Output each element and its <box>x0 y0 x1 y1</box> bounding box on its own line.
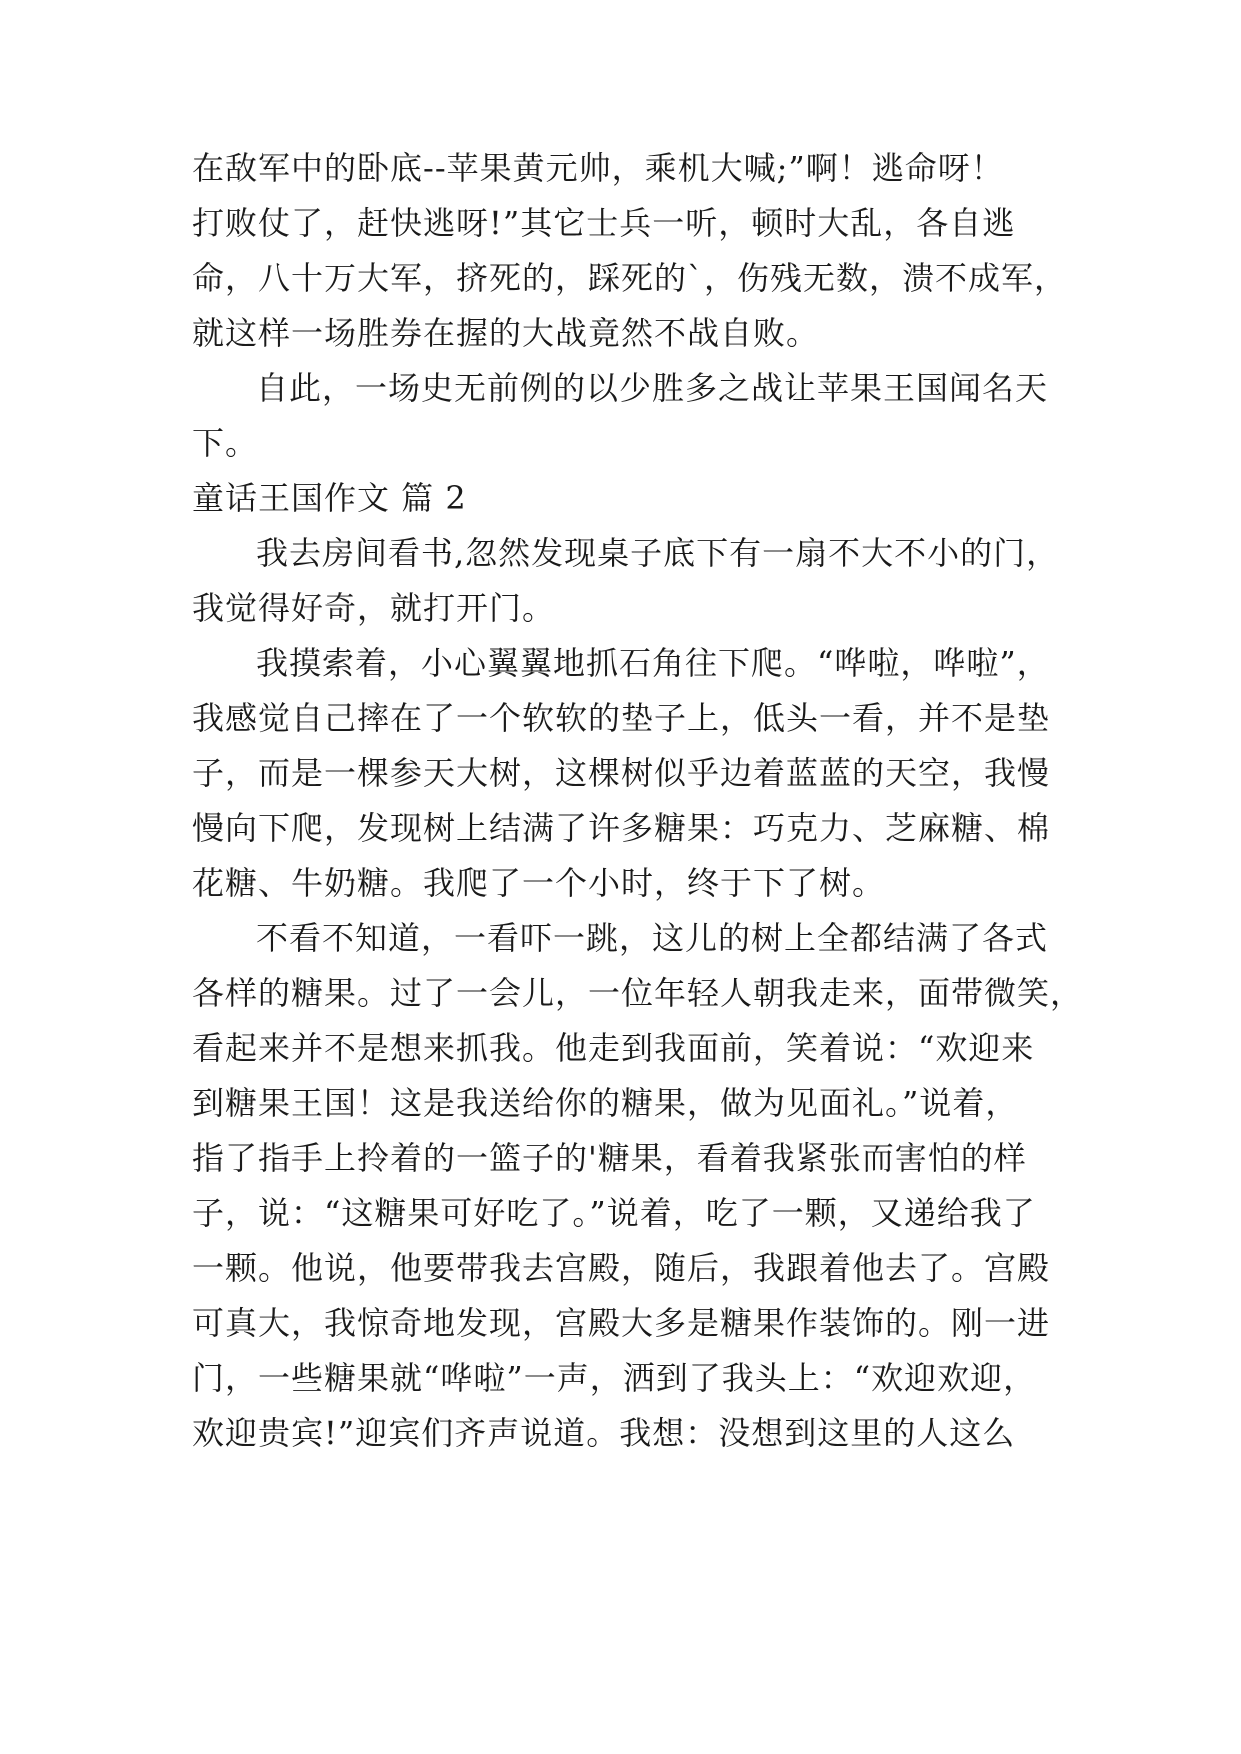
text-line: 指了指手上拎着的一篮子的'糖果，看着我紧张而害怕的样 <box>192 1139 1027 1177</box>
text-line: 各样的糖果。过了一会儿，一位年轻人朝我走来，面带微笑， <box>192 974 1084 1012</box>
text-line: 我觉得好奇，就打开门。 <box>192 589 556 627</box>
text-line: 子，而是一棵参天大树，这棵树似乎边着蓝蓝的天空，我慢 <box>192 754 1051 792</box>
section-heading: 童话王国作文 篇 2 <box>192 479 467 517</box>
paragraph-first-line: 不看不知道，一看吓一跳，这儿的树上全都结满了各式 <box>256 919 1049 957</box>
text-line: 子，说：“这糖果可好吃了。”说着，吃了一颗，又递给我了 <box>192 1194 1036 1232</box>
text-line: 打败仗了，赶快逃呀!”其它士兵一听，顿时大乱，各自逃 <box>192 204 1016 242</box>
text-line: 可真大，我惊奇地发现，宫殿大多是糖果作装饰的。刚一进 <box>192 1304 1051 1342</box>
text-line: 门，一些糖果就“哗啦”一声，洒到了我头上：“欢迎欢迎， <box>192 1359 1037 1397</box>
text-line: 下。 <box>192 424 259 462</box>
text-line: 慢向下爬，发现树上结满了许多糖果：巧克力、芝麻糖、棉 <box>192 809 1051 847</box>
text-line: 我感觉自己摔在了一个软软的垫子上，低头一看，并不是垫 <box>192 699 1051 737</box>
text-line: 一颗。他说，他要带我去宫殿，随后，我跟着他去了。宫殿 <box>192 1249 1051 1287</box>
text-line: 命，八十万大军，挤死的，踩死的`，伤残无数，溃不成军， <box>192 259 1068 297</box>
text-line: 看起来并不是想来抓我。他走到我面前，笑着说：“欢迎来 <box>192 1029 1035 1067</box>
paragraph-first-line: 自此，一场史无前例的以少胜多之战让苹果王国闻名天 <box>256 369 1049 407</box>
text-line: 到糖果王国！这是我送给你的糖果，做为见面礼。”说着， <box>192 1084 1019 1122</box>
text-line: 就这样一场胜券在握的大战竟然不战自败。 <box>192 314 820 352</box>
text-line: 花糖、牛奶糖。我爬了一个小时，终于下了树。 <box>192 864 886 902</box>
text-line: 欢迎贵宾!”迎宾们齐声说道。我想：没想到这里的人这么 <box>192 1414 1016 1452</box>
text-line: 在敌军中的卧底--苹果黄元帅，乘机大喊;”啊！逃命呀！ <box>192 149 1004 187</box>
paragraph-first-line: 我去房间看书,忽然发现桌子底下有一扇不大不小的门， <box>256 534 1060 572</box>
paragraph-first-line: 我摸索着，小心翼翼地抓石角往下爬。“哗啦，哗啦”， <box>256 644 1050 682</box>
